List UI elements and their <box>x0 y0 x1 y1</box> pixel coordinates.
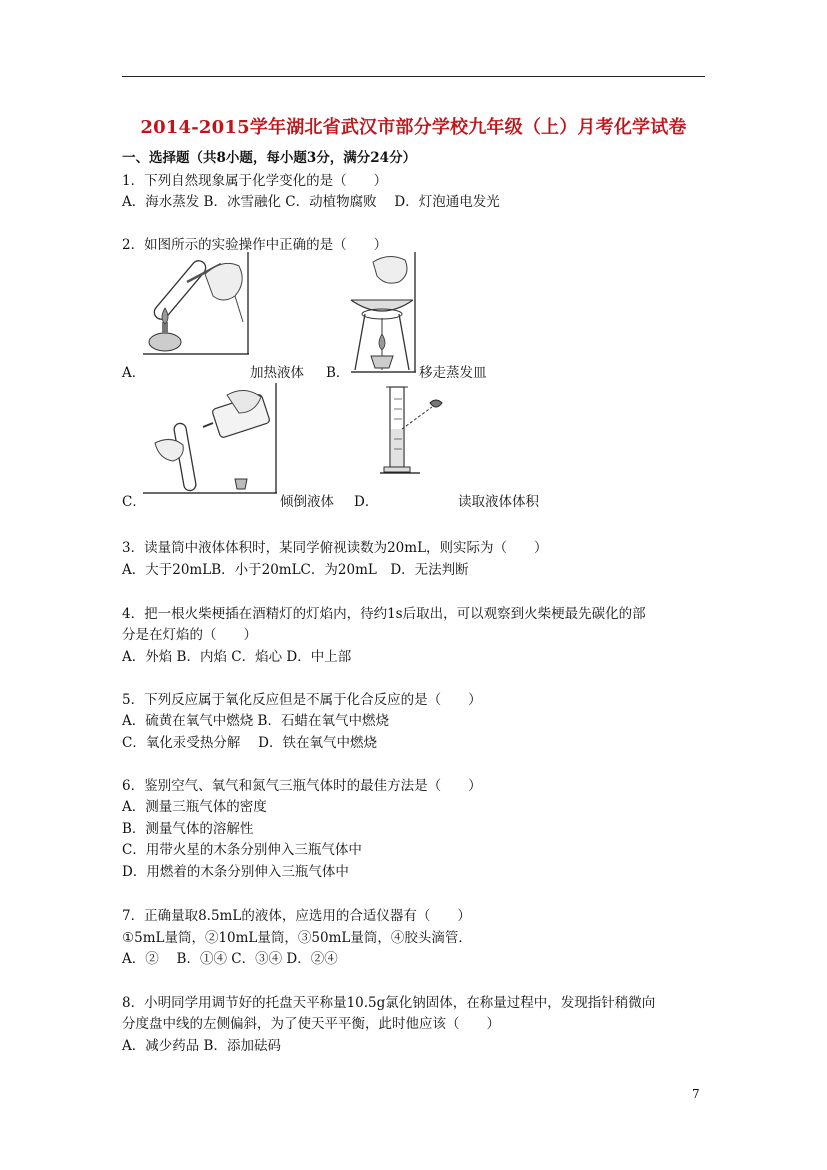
question-4-stem-line2: 分是在灯焰的（ ） <box>122 627 257 643</box>
question-2-stem: 2．如图所示的实验操作中正确的是（ ） <box>122 237 388 253</box>
option-c-label: 倾倒液体 <box>280 494 334 510</box>
question-4-options: A．外焰 B．内焰 C．焰心 D．中上部 <box>122 649 352 665</box>
figure-pouring-liquid <box>143 383 278 495</box>
question-1-options: A．海水蒸发 B．冰雪融化 C．动植物腐败 D．灯泡通电发光 <box>122 194 500 210</box>
header-rule <box>122 76 705 77</box>
option-a-letter: A． <box>122 365 146 381</box>
section-heading: 一、选择题（共8小题，每小题3分，满分24分） <box>122 150 417 166</box>
question-6-option-d: D．用燃着的木条分别伸入三瓶气体中 <box>122 864 349 880</box>
question-8-options: A．减少药品 B．添加砝码 <box>122 1038 281 1054</box>
question-4-stem-line1: 4．把一根火柴梗插在酒精灯的灯焰内，待约1s后取出，可以观察到火柴梗最先碳化的部 <box>122 606 646 622</box>
question-3-stem: 3．读量筒中液体体积时，某同学俯视读数为20mL，则实际为（ ） <box>122 540 548 556</box>
figure-heating-liquid <box>143 252 251 356</box>
question-7-options: A．② B．①④ C．③④ D．②④ <box>122 951 338 967</box>
option-c-letter: C． <box>122 494 146 510</box>
page-number: 7 <box>692 1087 700 1101</box>
question-5-stem: 5．下列反应属于氧化反应但是不属于化合反应的是（ ） <box>122 692 482 708</box>
option-d-letter: D． <box>354 494 379 510</box>
question-6-stem: 6．鉴别空气、氧气和氮气三瓶气体时的最佳方法是（ ） <box>122 778 482 794</box>
page-title: 2014-2015学年湖北省武汉市部分学校九年级（上）月考化学试卷 <box>140 117 687 138</box>
question-5-options-line1: A．硫黄在氧气中燃烧 B．石蜡在氧气中燃烧 <box>122 713 389 729</box>
question-6-option-b: B．测量气体的溶解性 <box>122 821 254 837</box>
question-8-stem-line1: 8．小明同学用调节好的托盘天平称量10.5g氯化钠固体，在称量过程中，发现指针稍微向 <box>122 995 656 1011</box>
option-b-letter: B． <box>326 365 350 381</box>
option-d-label: 读取液体体积 <box>458 494 539 510</box>
question-7-stem: 7．正确量取8.5mL的液体，应选用的合适仪器有（ ） <box>122 908 471 924</box>
figure-reading-volume <box>380 383 444 475</box>
question-7-items: ①5mL量筒，②10mL量筒，③50mL量筒，④胶头滴管． <box>122 930 472 946</box>
option-b-label: 移走蒸发皿 <box>419 365 487 381</box>
figure-moving-evaporating-dish <box>345 252 417 374</box>
question-1-stem: 1．下列自然现象属于化学变化的是（ ） <box>122 173 388 189</box>
question-5-options-line2: C．氧化汞受热分解 D．铁在氧气中燃烧 <box>122 735 377 751</box>
question-6-option-a: A．测量三瓶气体的密度 <box>122 799 267 815</box>
option-a-label: 加热液体 <box>250 365 304 381</box>
question-8-stem-line2: 分度盘中线的左侧偏斜，为了使天平平衡，此时他应该（ ） <box>122 1016 500 1032</box>
question-3-options: A．大于20mLB．小于20mLC．为20mL D．无法判断 <box>122 562 469 578</box>
question-6-option-c: C．用带火星的木条分别伸入三瓶气体中 <box>122 842 362 858</box>
